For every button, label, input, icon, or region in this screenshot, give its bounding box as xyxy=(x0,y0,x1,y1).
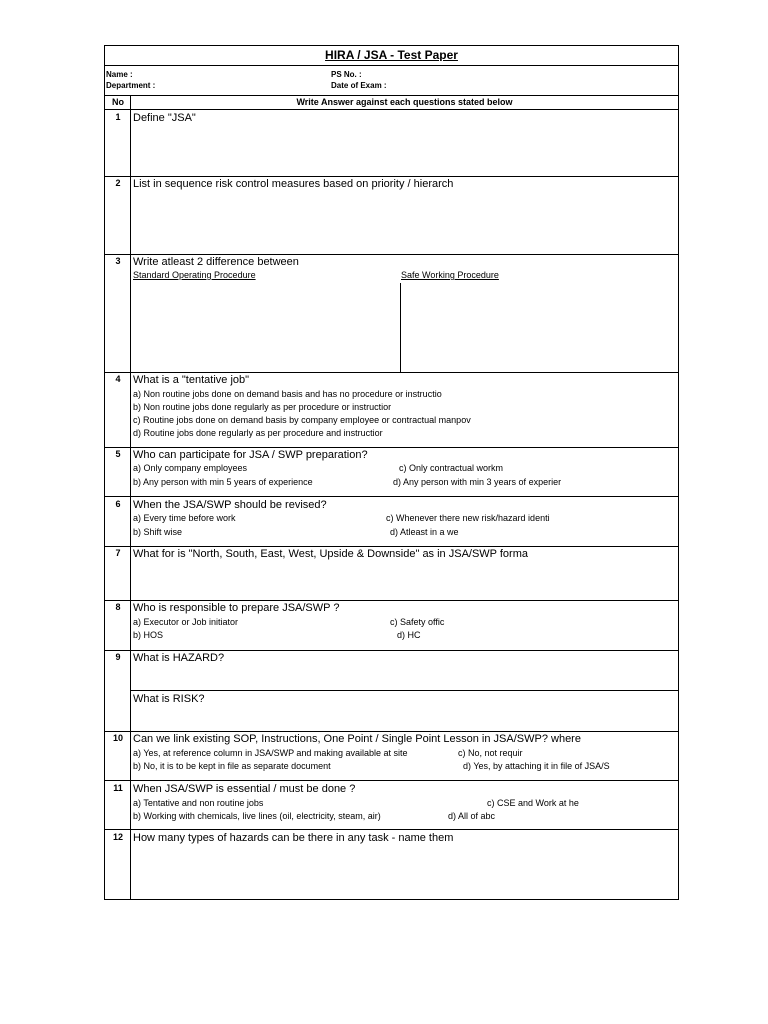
rule xyxy=(105,65,678,66)
department-field: Department : xyxy=(106,82,156,90)
date-of-exam-field: Date of Exam : xyxy=(331,82,387,90)
option: b) No, it is to be kept in file as separate document xyxy=(133,762,331,771)
option: a) Yes, at reference column in JSA/SWP and making available at site xyxy=(133,749,408,758)
question-number: 10 xyxy=(112,734,123,743)
number-column-rule xyxy=(130,95,131,900)
option: b) HOS xyxy=(133,631,164,640)
question-number: 3 xyxy=(115,257,121,266)
ps-no-field: PS No. : xyxy=(331,71,362,79)
rule xyxy=(105,780,678,781)
option: d) All of abc xyxy=(448,812,496,821)
test-paper-sheet xyxy=(104,45,679,900)
question-number: 6 xyxy=(115,500,121,509)
swp-column-label: Safe Working Procedure xyxy=(401,271,499,280)
option: c) Routine jobs done on demand basis by company employee or contractual manpov xyxy=(133,416,471,425)
question-number: 11 xyxy=(113,784,123,793)
rule xyxy=(105,95,678,96)
option: a) Tentative and non routine jobs xyxy=(133,799,264,808)
question-number: 12 xyxy=(112,833,123,842)
question-text: How many types of hazards can be there in any task - name them xyxy=(133,833,454,844)
rule xyxy=(105,546,678,547)
rule xyxy=(105,372,678,373)
question-number: 4 xyxy=(115,375,121,384)
question-text: Can we link existing SOP, Instructions, One Point / Single Point Lesson in JSA/SWP? where xyxy=(133,734,581,745)
q3-divider xyxy=(400,283,401,372)
question-text: What is RISK? xyxy=(133,694,205,705)
question-text: Define "JSA" xyxy=(133,113,196,124)
question-text: What is HAZARD? xyxy=(133,653,225,664)
rule xyxy=(105,496,678,497)
question-number: 5 xyxy=(115,450,121,459)
question-text: What for is "North, South, East, West, Upside & Downside" as in JSA/SWP forma xyxy=(133,549,528,560)
name-field: Name : xyxy=(106,71,133,79)
question-text: List in sequence risk control measures based on priority / hierarch xyxy=(133,179,454,190)
option: d) Atleast in a we xyxy=(390,528,459,537)
option: c) No, not requir xyxy=(458,749,523,758)
sop-column-label: Standard Operating Procedure xyxy=(133,271,256,280)
question-text: What is a "tentative job" xyxy=(133,375,250,386)
option: d) Yes, by attaching it in file of JSA/S xyxy=(463,762,610,771)
question-text: Who can participate for JSA / SWP preparation? xyxy=(133,450,368,461)
option: a) Every time before work xyxy=(133,514,236,523)
rule xyxy=(105,176,678,177)
rule xyxy=(105,650,678,651)
question-text: When JSA/SWP is essential / must be done ? xyxy=(133,784,356,795)
rule xyxy=(105,109,678,110)
option: a) Only company employees xyxy=(133,464,248,473)
question-number: 8 xyxy=(115,603,121,612)
question-text: Who is responsible to prepare JSA/SWP ? xyxy=(133,603,340,614)
option: b) Shift wise xyxy=(133,528,183,537)
instruction-header: Write Answer against each questions stated below xyxy=(296,98,513,107)
option: b) Non routine jobs done regularly as per procedure or instructior xyxy=(133,403,392,412)
question-number: 2 xyxy=(115,179,121,188)
option: d) HC xyxy=(397,631,421,640)
rule xyxy=(105,731,678,732)
question-number: 1 xyxy=(115,113,121,122)
option: c) Safety offic xyxy=(390,618,445,627)
rule xyxy=(131,690,678,691)
question-text: Write atleast 2 difference between xyxy=(133,257,299,268)
option: b) Any person with min 5 years of experience xyxy=(133,478,313,487)
rule xyxy=(105,600,678,601)
option: c) Only contractual workm xyxy=(399,464,504,473)
page-title: HIRA / JSA - Test Paper xyxy=(325,49,458,61)
rule xyxy=(105,254,678,255)
question-number: 9 xyxy=(115,653,121,662)
rule xyxy=(105,829,678,830)
option: d) Any person with min 3 years of experier xyxy=(393,478,562,487)
option: c) Whenever there new risk/hazard identi xyxy=(386,514,550,523)
option: d) Routine jobs done regularly as per procedure and instructior xyxy=(133,429,383,438)
question-text: When the JSA/SWP should be revised? xyxy=(133,500,327,511)
no-header: No xyxy=(112,98,124,107)
question-number: 7 xyxy=(115,549,121,558)
rule xyxy=(105,447,678,448)
option: a) Non routine jobs done on demand basis and has no procedure or instructio xyxy=(133,390,442,399)
option: b) Working with chemicals, live lines (oil, electricity, steam, air) xyxy=(133,812,381,821)
option: a) Executor or Job initiator xyxy=(133,618,239,627)
option: c) CSE and Work at he xyxy=(487,799,579,808)
